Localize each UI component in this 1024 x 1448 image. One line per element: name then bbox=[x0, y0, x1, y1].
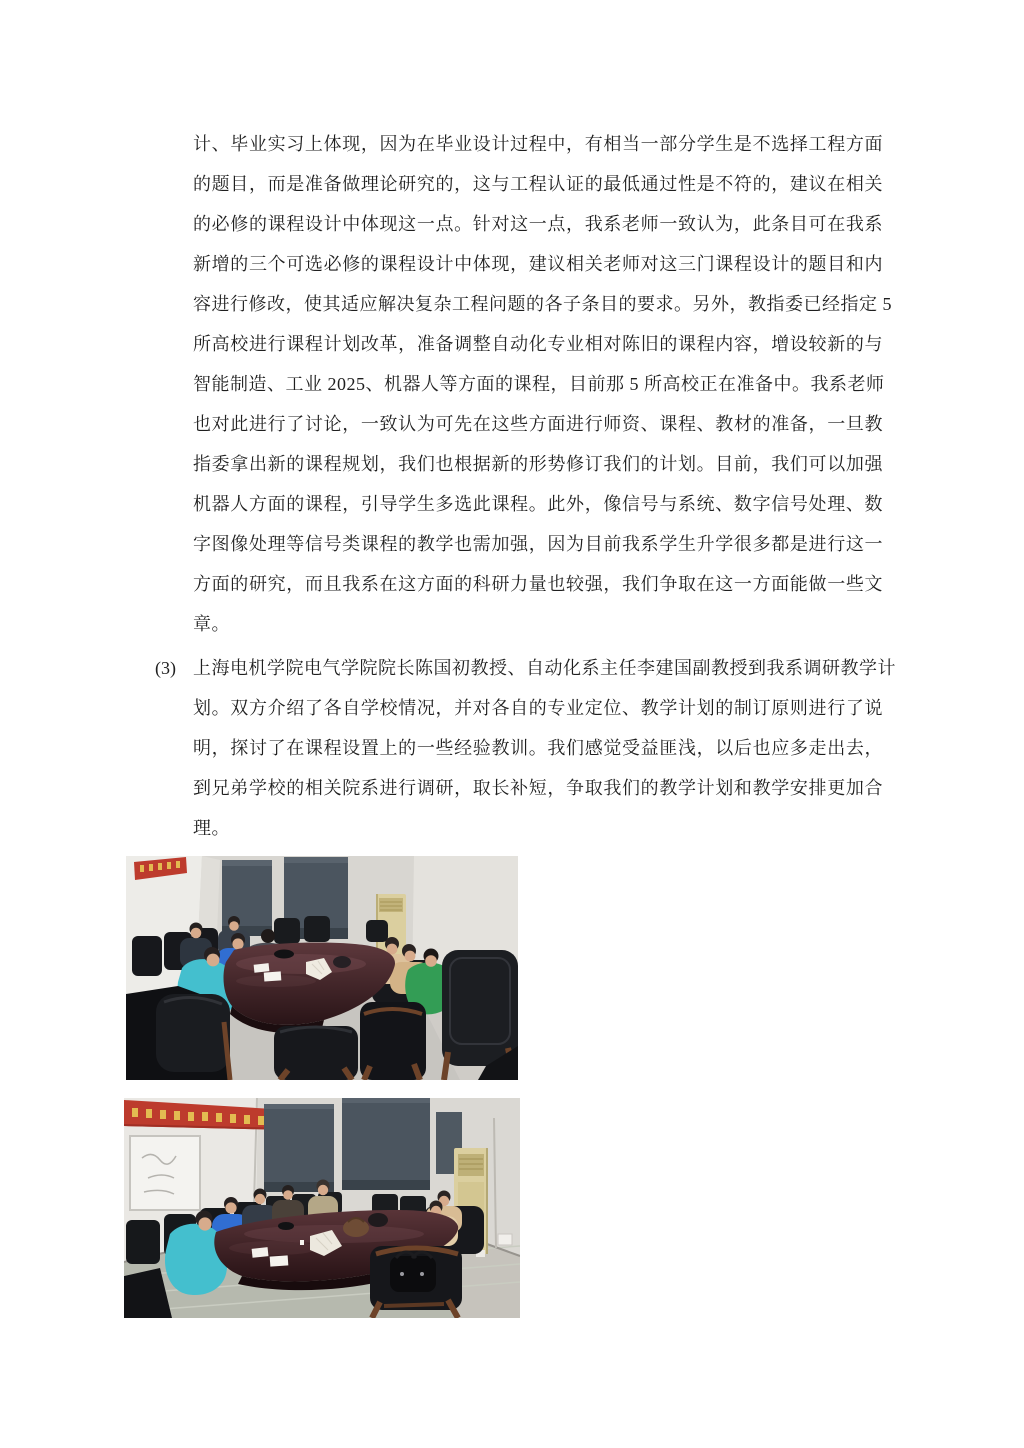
text-line: 理。 bbox=[193, 818, 230, 838]
text-line: 上海电机学院电气学院院长陈国初教授、自动化系主任李建国副教授到我系调研教学计 bbox=[193, 658, 896, 678]
text-line: 所高校进行课程计划改革，准备调整自动化专业相对陈旧的课程内容，增设较新的与 bbox=[193, 334, 883, 354]
handbag bbox=[390, 1252, 436, 1292]
meeting-room-photo-1-art bbox=[126, 856, 518, 1080]
body-text bbox=[155, 124, 896, 1318]
text-line: 到兄弟学校的相关院系进行调研，取长补短，争取我们的教学计划和教学安排更加合 bbox=[193, 778, 883, 798]
text-line: 计、毕业实习上体现，因为在毕业设计过程中，有相当一部分学生是不选择工程方面 bbox=[193, 134, 883, 154]
text-line: 容进行修改，使其适应解决复杂工程问题的各子条目的要求。另外，教指委已经指定 5 bbox=[193, 294, 892, 314]
text-line: 字图像处理等信号类课程的教学也需加强，因为目前我系学生升学很多都是进行这一 bbox=[193, 534, 883, 554]
whiteboard bbox=[130, 1136, 200, 1210]
meeting-room-photo-2 bbox=[124, 1098, 520, 1318]
brown-bag bbox=[343, 1219, 369, 1237]
text-line: 划。双方介绍了各自学校情况，并对各自的专业定位、教学计划的制订原则进行了说 bbox=[193, 698, 883, 718]
text-line: 也对此进行了讨论，一致认为可先在这些方面进行师资、课程、教材的准备，一旦教 bbox=[193, 414, 883, 434]
text-line: 新增的三个可选必修的课程设计中体现，建议相关老师对这三门课程设计的题目和内 bbox=[193, 254, 883, 274]
text-line: 的必修的课程设计中体现这一点。针对这一点，我系老师一致认为，此条目可在我系 bbox=[193, 214, 883, 234]
text-line: 指委拿出新的课程规划，我们也根据新的形势修订我们的计划。目前，我们可以加强 bbox=[193, 454, 883, 474]
text-line: 机器人方面的课程，引导学生多选此课程。此外，像信号与系统、数字信号处理、数 bbox=[193, 494, 883, 514]
list-item-3-text bbox=[193, 648, 896, 848]
text-line: 章。 bbox=[193, 614, 230, 634]
meeting-room-photo-2-art bbox=[124, 1098, 520, 1318]
list-item-3 bbox=[155, 648, 896, 848]
meeting-room-photo-1 bbox=[126, 856, 518, 1080]
text-line: 的题目，而是准备做理论研究的，这与工程认证的最低通过性是不符的，建议在相关 bbox=[193, 174, 883, 194]
text-line: 方面的研究，而且我系在这方面的科研力量也较强，我们争取在这一方面能做一些文 bbox=[193, 574, 883, 594]
paragraph-continuation bbox=[193, 124, 892, 644]
wall-outlet bbox=[498, 1234, 512, 1245]
list-item-marker: (3) bbox=[155, 658, 176, 678]
text-line: 智能制造、工业 2025、机器人等方面的课程，目前那 5 所高校正在准备中。我系老师 bbox=[193, 374, 885, 394]
text-line: 明，探讨了在课程设置上的一些经验教训。我们感觉受益匪浅，以后也应多走出去， bbox=[193, 738, 883, 758]
